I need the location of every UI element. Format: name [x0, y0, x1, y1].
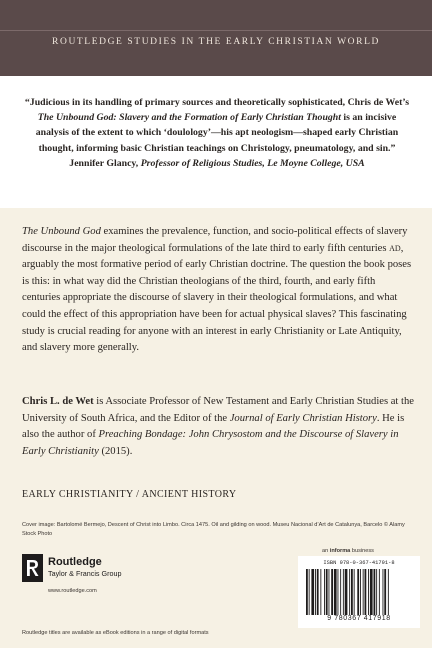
- publisher-logo: [22, 554, 182, 584]
- publisher-website: www.routledge.com: [48, 588, 97, 594]
- attribution-name: Jennifer Glancy,: [69, 157, 141, 169]
- informa-brand: informa: [329, 548, 351, 554]
- band-divider: [0, 30, 432, 31]
- subject-category: EARLY CHRISTIANITY / ANCIENT HISTORY: [22, 489, 237, 500]
- barcode-icon: [304, 569, 416, 615]
- cover-image-credit: Cover image: Bartolomé Bermejo, Descent of Christ into Limbo. Circa 1475. Oil and gilding on wood. Museu Nacional d’Art de Catalunya, Barcelo © Alamy Stock Photo: [22, 522, 405, 537]
- quote-text: is an incisive analysis of the extent to which ‘doulology’—his apt neologism—shaped early Christian thought, informing basic Christian teachings on Christology, pneumatology, and sin.”: [35, 112, 399, 154]
- author-name: Chris L. de Wet: [22, 396, 94, 407]
- other-book-title: Preaching Bondage: John Chrysostom and the Discourse of Slavery in Early Christianity: [22, 429, 399, 457]
- barcode-panel: [298, 556, 420, 628]
- endorsement-quote: [22, 95, 412, 171]
- publisher-name: Routledge: [48, 556, 102, 568]
- quote-attribution: [22, 156, 412, 171]
- informa-suffix: business: [350, 548, 374, 554]
- routledge-logo-icon: [22, 554, 43, 582]
- description-text: , arguably the most formative period of early Christian doctrine. The question the book poses is this: in what way did the Christian theologians of the third, fourth, and early fifth centuries appropriate the discourse of slavery in their theological formulations, and what could the effect of this appropriation have been for actual physical slaves? This fascinating study is crucial reading for anyone with an interest in early Christianity or Late Antiquity, and slavery more generally.: [22, 242, 412, 354]
- bio-text: . He is also the author of: [22, 412, 405, 441]
- journal-title: Journal of Early Christian History: [229, 412, 377, 424]
- publisher-subtitle: Taylor & Francis Group: [48, 569, 122, 578]
- ebook-note: Routledge titles are available as eBook editions in a range of digital formats: [22, 630, 209, 636]
- barcode-digits: 9 780367 417918: [327, 615, 391, 622]
- quote-book-title: The Unbound God: Slavery and the Formation of Early Christian Thought: [37, 112, 341, 124]
- description-text: examines the prevalence, function, and socio-political effects of slavery discourse in the major theological formulations of the late third to early fifth centuries: [22, 226, 408, 254]
- bio-text: (2015).: [98, 445, 133, 457]
- bio-text: is Associate Professor of New Testament and Early Christian Studies at the University of South Africa, and the Editor of the: [22, 396, 414, 424]
- isbn-label: ISBN 978-0-367-41791-8: [323, 560, 395, 566]
- book-description: [22, 224, 414, 357]
- informa-prefix: an: [322, 548, 330, 554]
- series-title: ROUTLEDGE STUDIES IN THE EARLY CHRISTIAN WORLD: [52, 37, 380, 47]
- informa-tag: [322, 548, 374, 554]
- attribution-role: Professor of Religious Studies, Le Moyne College, USA: [140, 157, 365, 169]
- author-bio: [22, 394, 414, 460]
- era-abbreviation: AD: [389, 243, 401, 253]
- quote-text: “Judicious in its handling of primary sources and theoretically sophisticated, Chris de Wet’s: [24, 97, 410, 108]
- description-book-title: The Unbound God: [22, 226, 101, 237]
